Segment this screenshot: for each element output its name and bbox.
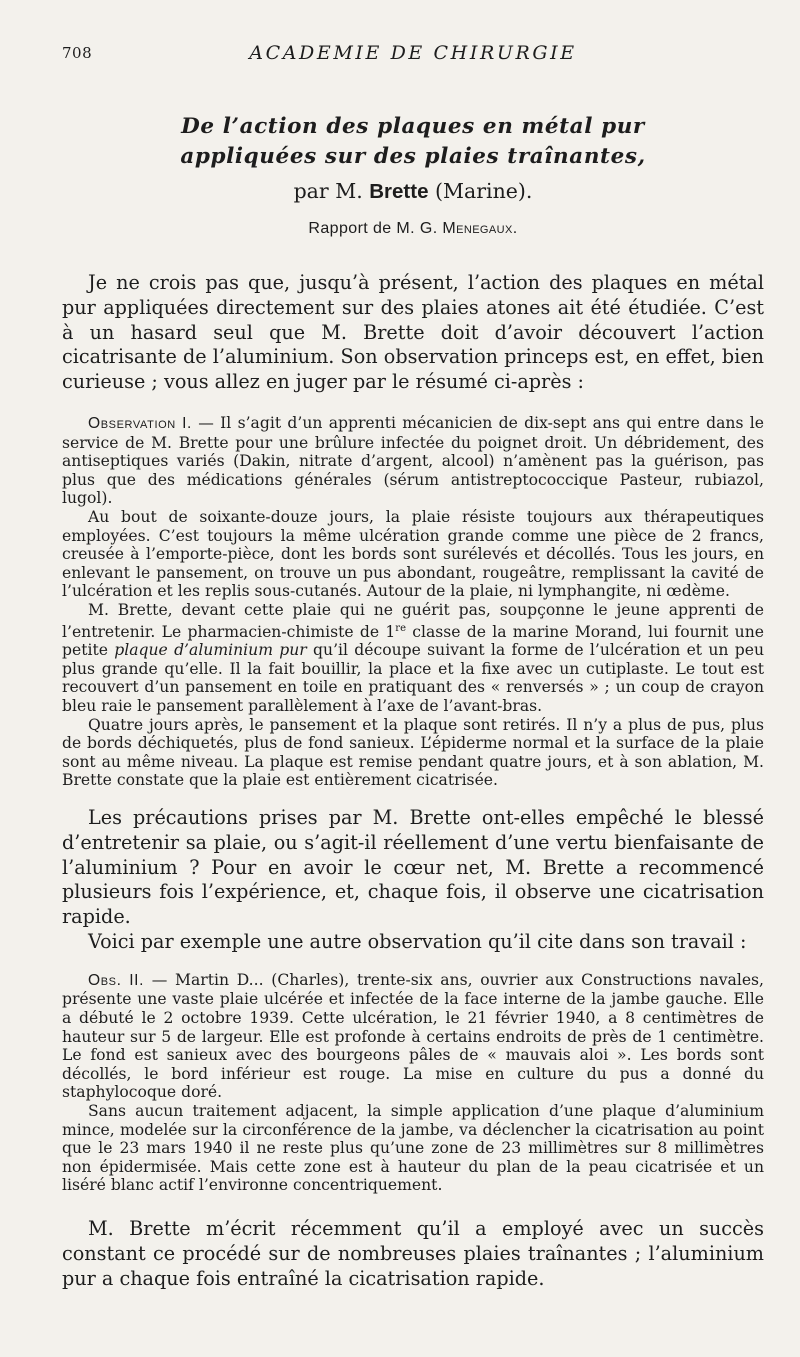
observation-1-text-3c: qu’il découpe suivant la forme de l’ulcération et un peu plus grande qu’elle. Il la fait bouillir, la place et la fixe avec un cutiplaste. Le tout est recouvert d’un pansement en toile en pratiquant des « renversés » ; un coup de crayon bleu raie le pansement parallèlement à l’axe de l’avant-bras. <box>62 641 764 716</box>
observation-2-paragraph-1 <box>62 971 764 1102</box>
observation-1-paragraph-1 <box>62 414 764 508</box>
discussion <box>62 806 764 955</box>
observation-1-emphasis: plaque d’aluminium pur <box>114 641 307 660</box>
author-prefix: par M. <box>293 179 370 203</box>
observation-1-text-3b: classe de la marine Morand, lui fournit une petite <box>62 622 764 660</box>
observation-2-paragraph-2: Sans aucun traitement adjacent, la simple application d’une plaque d’aluminium mince, modelée sur la circonférence de la jambe, va déclencher la cicatrisation au point que le 23 mars 1940 il ne reste plus qu’une zone de 23 millimètres sur 8 millimètres non épidermisée. Mais cette zone est à hauteur du plan de la peau cicatrisée et un liséré blanc actif l’environne concentriquement. <box>62 1101 764 1195</box>
article-title-line-2: appliquées sur des plaies traînantes, <box>180 144 646 169</box>
observation-1 <box>62 414 764 790</box>
ordinal-superscript: re <box>395 622 406 634</box>
observation-1-label: Observation I. <box>88 414 192 432</box>
observation-1-paragraph-2: Au bout de soixante-douze jours, la plaie résiste toujours aux thérapeutiques employées. C’est toujours la même ulcération grande comme une pièce de 2 francs, creusée à l’emporte-pièce, dont les bords sont surélevés et décollés. Tous les jours, en enlevant le pansement, on trouve un pus abondant, rougeâtre, remplissant la cavité de l’ulcération et les replis sous-cutanés. Autour de la plaie, ni lymphangite, ni œdème. <box>62 507 764 601</box>
author-suffix: (Marine). <box>428 179 533 203</box>
rapport-line <box>62 217 764 241</box>
observation-1-text-3a: M. Brette, devant cette plaie qui ne guérit pas, soupçonne le jeune apprenti de l’entretenir. Le pharmacien-chimiste de 1 <box>62 600 764 641</box>
rapport-name: Menegaux. <box>442 220 518 237</box>
running-title: ACADEMIE DE CHIRURGIE <box>249 42 577 64</box>
intro-paragraph: Je ne crois pas que, jusqu’à présent, l’action des plaques en métal pur appliquées directement sur des plaies atones ait été étudiée. C’est à un hasard seul que M. Brette doit d’avoir découvert l’action cicatrisante de l’aluminium. Son observation princeps est, en effet, bien curieuse ; vous allez en juger par le résumé ci-après : <box>62 271 764 394</box>
page-header <box>62 38 764 72</box>
observation-1-text-1: — Il s’agit d’un apprenti mécanicien de dix-sept ans qui entre dans le service de M. Brette pour une brûlure infectée du poignet droit. Un débridement, des antiseptiques variés (Dakin, nitrate d’argent, alcool) n’amènent pas la guérison, pas plus que des médications générales (sérum antistreptococcique Pasteur, rubiazol, lugol). <box>62 413 764 508</box>
article-title-line-1: De l’action des plaques en métal pur <box>181 114 645 139</box>
observation-2 <box>62 971 764 1195</box>
discussion-paragraph-1: Les précautions prises par M. Brette ont-elles empêché le blessé d’entretenir sa plaie, ou s’agit-il réellement d’une vertu bienfaisante de l’aluminium ? Pour en avoir le cœur net, M. Brette a recommencé plusieurs fois l’expérience, et, chaque fois, il observe une cicatrisation rapide. <box>62 806 764 929</box>
page-number: 708 <box>62 44 93 62</box>
author-name: Brette <box>369 180 429 203</box>
observation-2-text-1: — Martin D... (Charles), trente-six ans, ouvrier aux Constructions navales, présente une vaste plaie ulcérée et infectée de la face interne de la jambe gauche. Elle a débuté le 2 octobre 1939. Cette ulcération, le 21 février 1940, a 8 centimètres de hauteur sur 5 de largeur. Elle est profonde à certains endroits de près de 1 centimètre. Le fond est sanieux avec des bourgeons pâles de « mauvais aloi ». Les bords sont décollés, le bord inférieur est rouge. La mise en culture du pus a donné du staphylocoque doré. <box>62 970 765 1102</box>
author-line <box>62 174 764 209</box>
observation-2-label: Obs. II. <box>88 971 145 989</box>
article-title-block <box>62 112 764 241</box>
discussion-paragraph-2: Voici par exemple une autre observation qu’il cite dans son travail : <box>88 930 747 954</box>
rapport-prefix: Rapport de M. G. <box>308 220 443 237</box>
observation-1-paragraph-3 <box>62 601 764 716</box>
conclusion-paragraph: M. Brette m’écrit récemment qu’il a employé avec un succès constant ce procédé sur de nombreuses plaies traînantes ; l’aluminium pur a chaque fois entraîné la cicatrisation rapide. <box>62 1216 764 1290</box>
observation-1-paragraph-4: Quatre jours après, le pansement et la plaque sont retirés. Il n’y a plus de pus, plus de bords déchiquetés, plus de fond sanieux. L’épiderme normal et la surface de la plaie sont au même niveau. La plaque est remise pendant quatre jours, et à son ablation, M. Brette constate que la plaie est entièrement cicatrisée. <box>62 715 764 790</box>
